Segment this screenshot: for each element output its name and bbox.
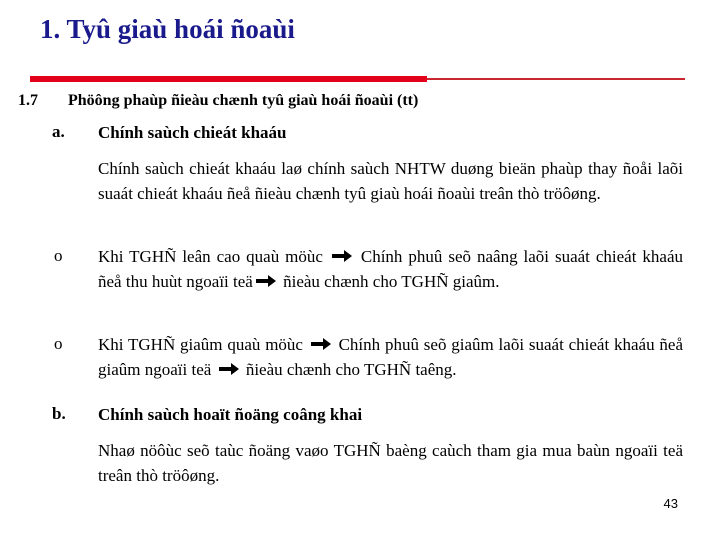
- bullet-2-text: [98, 332, 683, 382]
- slide-title: 1. Tyû giaù hoái ñoaùi: [40, 14, 295, 44]
- bullet-2-part1: Khi TGHÑ giaûm quaù möùc: [98, 335, 303, 354]
- item-a-marker: a.: [52, 122, 65, 141]
- bullet-2-part2: Chính phuû seõ giaûm laõi suaát chieát khaáu ñeå giaûm ngoaïi teä: [98, 335, 683, 379]
- right-arrow-icon: [310, 337, 332, 351]
- right-arrow-icon: [218, 362, 240, 376]
- bullet-2-marker: o: [54, 334, 63, 353]
- bullet-2-part3: ñieàu chænh cho TGHÑ taêng.: [245, 360, 457, 379]
- page-number: 43: [663, 496, 678, 511]
- bullet-1-marker: o: [54, 246, 63, 265]
- section-number: 1.7: [18, 92, 38, 109]
- item-a-body: Chính saùch chieát khaáu laø chính saùch NHTW duøng bieän phaùp thay ñoåi laõi suaát chieát khaáu ñeå ñieàu chænh tyû giaù hoái ñoaùi treân thò tröôøng.: [98, 159, 683, 203]
- bullet-1-text: [98, 244, 683, 294]
- right-arrow-icon: [331, 249, 353, 263]
- item-b-body: Nhaø nöôùc seõ taùc ñoäng vaøo TGHÑ baèng caùch tham gia mua baùn ngoaïi teä treân thò tröôøng.: [98, 441, 683, 485]
- title-rule-thin: [427, 78, 685, 80]
- title-rule-red: [30, 76, 427, 82]
- right-arrow-icon: [255, 274, 277, 288]
- bullet-1-part3: ñieàu chænh cho TGHÑ giaûm.: [283, 272, 500, 291]
- section-title: Phöông phaùp ñieàu chænh tyû giaù hoái ñoaùi (tt): [68, 92, 419, 109]
- item-a-heading: Chính saùch chieát khaáu: [98, 123, 287, 142]
- item-b-heading: Chính saùch hoaït ñoäng coâng khai: [98, 405, 363, 424]
- bullet-1-part1: Khi TGHÑ leân cao quaù möùc: [98, 247, 323, 266]
- item-b-marker: b.: [52, 404, 66, 423]
- bullet-1-part2: Chính phuû seõ naâng laõi suaát chieát khaáu ñeå thu huùt ngoaïi teä: [98, 247, 684, 291]
